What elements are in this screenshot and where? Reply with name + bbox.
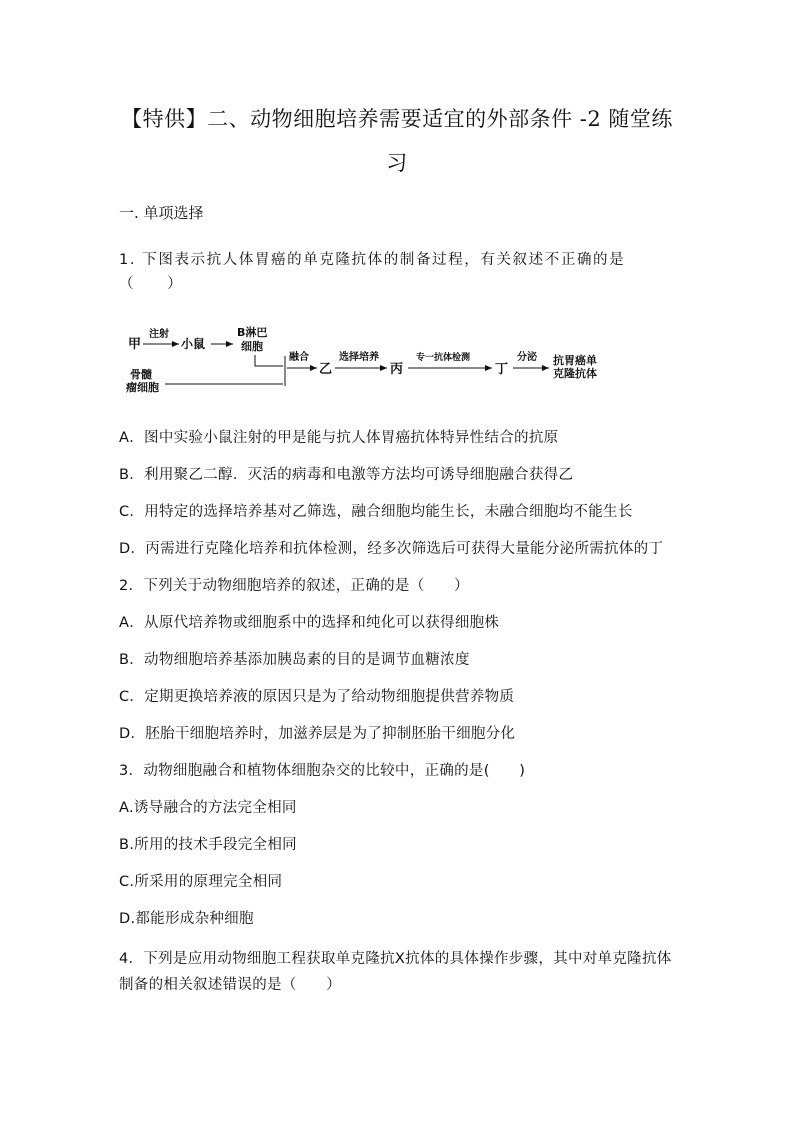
diagram-label-antibody-1: 抗胃癌单	[553, 354, 597, 367]
diagram-label-myeloma-2: 瘤细胞	[126, 381, 159, 394]
diagram-label-myeloma-1: 骨髓	[130, 368, 152, 381]
question-1-stem-line-1: 1. 下图表示抗人体胃癌的单克隆抗体的制备过程，有关叙述不正确的是	[119, 252, 626, 268]
title-line-2: 习	[386, 151, 408, 175]
question-4-stem-line-2: 制备的相关叙述错误的是（ ）	[119, 977, 341, 993]
antibody-preparation-diagram	[119, 318, 619, 400]
diagram-label-bing: 丙	[390, 362, 404, 377]
diagram-label-selective-culture: 选择培养	[339, 352, 379, 363]
diagram-label-b-lymph-2: 细胞	[241, 340, 263, 353]
diagram-label-antibody-test: 专一抗体检测	[416, 353, 471, 363]
question-3-option-c[interactable]: C.所采用的原理完全相同	[119, 874, 283, 890]
diagram-label-antibody-2: 克隆抗体	[553, 367, 597, 380]
diagram-label-jia: 甲	[128, 337, 142, 352]
page-title	[100, 97, 694, 185]
title-line-1: 【特供】二、动物细胞培养需要适宜的外部条件 -2 随堂练	[121, 107, 673, 131]
question-1-option-a[interactable]: A．图中实验小鼠注射的甲是能与抗人体胃癌抗体特异性结合的抗原	[119, 430, 559, 446]
question-2-option-a[interactable]: A．从原代培养物或细胞系中的选择和纯化可以获得细胞株	[119, 615, 500, 631]
question-3-option-a[interactable]: A.诱导融合的方法完全相同	[119, 800, 297, 816]
diagram-label-inject: 注射	[149, 329, 169, 340]
question-3-option-d[interactable]: D.都能形成杂种细胞	[119, 911, 254, 927]
diagram-label-yi: 乙	[319, 362, 333, 377]
question-1-option-c[interactable]: C．用特定的选择培养基对乙筛选，融合细胞均能生长，未融合细胞均不能生长	[119, 504, 633, 520]
connector-b-cell	[255, 355, 283, 366]
question-1-stem-line-2: （ ）	[119, 276, 184, 292]
question-2-option-d[interactable]: D．胚胎干细胞培养时，加滋养层是为了抑制胚胎干细胞分化	[119, 726, 516, 742]
diagram-label-fusion: 融合	[289, 352, 309, 363]
question-2-option-c[interactable]: C．定期更换培养液的原因只是为了给动物细胞提供营养物质	[119, 689, 515, 705]
question-4-stem	[119, 946, 689, 998]
question-3-option-b[interactable]: B.所用的技术手段完全相同	[119, 837, 297, 853]
diagram-label-b-lymph-1: B淋巴	[237, 326, 268, 339]
diagram-label-ding: 丁	[495, 362, 509, 377]
question-2-stem: 2．下列关于动物细胞培养的叙述，正确的是（ ）	[119, 578, 469, 594]
question-1-option-d[interactable]: D．丙需进行克隆化培养和抗体检测，经多次筛选后可获得大量能分泌所需抗体的丁	[119, 541, 664, 557]
section-heading: 一. 单项选择	[119, 204, 204, 222]
diagram-label-secrete: 分泌	[517, 352, 537, 363]
diagram-label-mouse: 小鼠	[181, 337, 206, 351]
question-4-stem-line-1: 4．下列是应用动物细胞工程获取单克隆抗X抗体的具体操作步骤，其中对单克隆抗体	[119, 951, 672, 967]
question-3-stem: 3．动物细胞融合和植物体细胞杂交的比较中，正确的是( )	[119, 763, 526, 779]
question-1-stem	[119, 248, 679, 296]
question-2-option-b[interactable]: B．动物细胞培养基添加胰岛素的目的是调节血糖浓度	[119, 652, 470, 668]
question-1-option-b[interactable]: B．利用聚乙二醇．灭活的病毒和电激等方法均可诱导细胞融合获得乙	[119, 467, 574, 483]
